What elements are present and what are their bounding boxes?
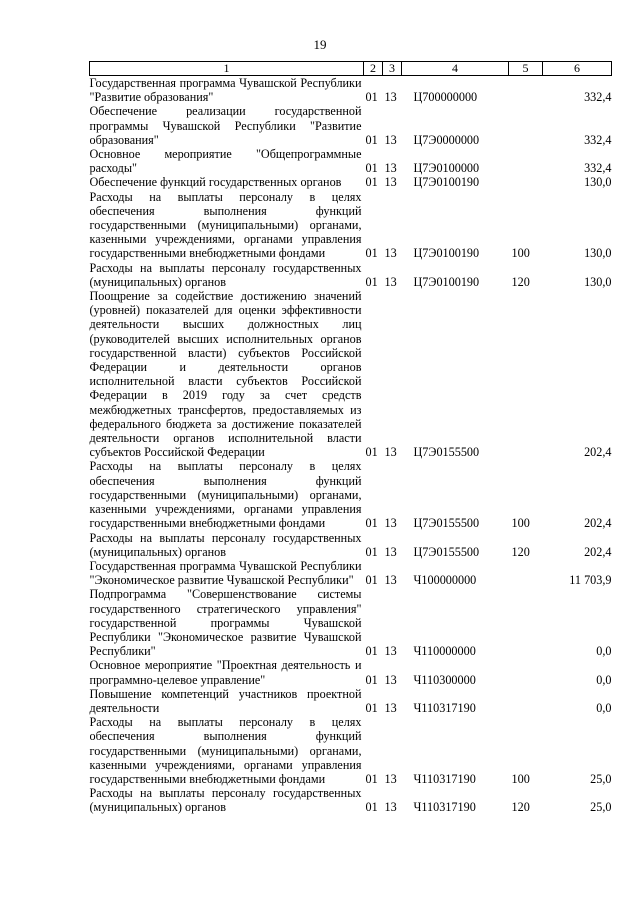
row-subsection-cell: 13: [384, 516, 397, 531]
row-subsection-cell: 13: [384, 175, 397, 190]
row-amount-cell: 11 703,9: [569, 573, 612, 588]
row-section-cell: 01: [365, 516, 378, 531]
row-name-cell: Расходы на выплаты персоналу государственных (муниципальных) органов: [89, 786, 362, 815]
row-section-cell: 01: [365, 161, 378, 176]
row-amount-cell: 0,0: [596, 700, 612, 715]
row-amount-cell: 332,4: [584, 90, 612, 105]
row-target-code-cell: Ц7Э0100000: [413, 161, 480, 176]
table-body: [90, 76, 612, 815]
row-subsection-cell: 13: [384, 771, 397, 786]
row-amount-cell: 0,0: [596, 672, 612, 687]
row-amount-cell: 25,0: [590, 800, 612, 815]
header-col-1: 1: [90, 62, 364, 76]
row-expense-type-cell: [509, 587, 543, 658]
table-row: [90, 658, 612, 686]
row-name-cell: Государственная программа Чувашской Республики "Экономическое развитие Чувашской Республики": [89, 558, 362, 588]
row-subsection-cell: 13: [384, 161, 397, 176]
header-col-2: 2: [364, 62, 383, 76]
row-amount-cell: 332,4: [584, 161, 612, 176]
row-amount-cell: 130,0: [584, 274, 612, 289]
row-name-cell: Расходы на выплаты персоналу государственных (муниципальных) органов: [89, 260, 362, 289]
row-subsection-cell: 13: [384, 246, 397, 261]
row-name-cell: Обеспечение функций государственных органов: [89, 175, 342, 190]
row-name-cell: Расходы на выплаты персоналу в целях обеспечения выполнения функций государственными (муниципальными) органами, казенными учреждениями, органами управления государственными внебюджетными фондами: [89, 459, 362, 531]
table-row: [90, 786, 612, 814]
header-col-4: 4: [402, 62, 509, 76]
row-subsection-cell: 13: [384, 644, 397, 659]
row-section-cell: 01: [365, 90, 378, 105]
row-expense-type-cell: 100: [511, 771, 530, 786]
row-subsection-cell: 13: [384, 132, 397, 147]
row-subsection-cell: 13: [384, 90, 397, 105]
row-expense-type-cell: [509, 147, 543, 175]
row-subsection-cell: 13: [384, 700, 397, 715]
row-name-cell: Обеспечение реализации государственной программы Чувашской Республики "Развитие образования": [89, 104, 362, 147]
row-name-cell: Подпрограмма "Совершенствование системы государственного стратегического управления" государственной программы Чувашской Республики "Экономическое развитие Чувашской Республики": [89, 587, 362, 659]
table-row: [90, 190, 612, 261]
row-expense-type-cell: [509, 658, 543, 686]
row-expense-type-cell: 120: [511, 274, 530, 289]
row-subsection-cell: 13: [384, 274, 397, 289]
row-section-cell: 01: [365, 771, 378, 786]
header-col-3: 3: [383, 62, 402, 76]
row-subsection-cell: 13: [384, 573, 397, 588]
row-amount-cell: 130,0: [584, 175, 612, 190]
row-name-cell: Повышение компетенций участников проектной деятельности: [89, 686, 362, 715]
row-expense-type-cell: [509, 104, 543, 147]
row-expense-type-cell: [509, 175, 543, 189]
table-row: [90, 459, 612, 530]
row-target-code-cell: Ч110317190: [413, 700, 476, 715]
row-target-code-cell: Ч100000000: [413, 573, 477, 588]
row-expense-type-cell: [509, 289, 543, 459]
row-name-cell: Расходы на выплаты персоналу в целях обеспечения выполнения функций государственными (муниципальными) органами, казенными учреждениями, органами управления государственными внебюджетными фондами: [89, 189, 362, 261]
page-number: 19: [313, 37, 327, 52]
row-amount-cell: 202,4: [584, 544, 612, 559]
row-expense-type-cell: 100: [511, 516, 530, 531]
row-target-code-cell: Ц7Э0100190: [413, 175, 480, 190]
table-row: [90, 76, 612, 105]
row-target-code-cell: Ц7Э0155500: [413, 445, 480, 460]
row-target-code-cell: Ц7Э0155500: [413, 544, 480, 559]
row-amount-cell: 202,4: [584, 445, 612, 460]
row-section-cell: 01: [365, 445, 378, 460]
table-row: [90, 104, 612, 147]
table-row: [90, 147, 612, 175]
row-target-code-cell: Ч110317190: [413, 771, 476, 786]
row-name-cell: Государственная программа Чувашской Республики "Развитие образования": [89, 76, 362, 105]
table-row: [90, 715, 612, 786]
row-amount-cell: 332,4: [584, 132, 612, 147]
row-expense-type-cell: 120: [511, 544, 530, 559]
row-section-cell: 01: [365, 700, 378, 715]
row-section-cell: 01: [365, 246, 378, 261]
row-section-cell: 01: [365, 274, 378, 289]
table-row: [90, 559, 612, 587]
table-row: [90, 261, 612, 289]
row-expense-type-cell: [509, 687, 543, 715]
row-expense-type-cell: [509, 559, 543, 587]
row-expense-type-cell: 120: [511, 800, 530, 815]
row-subsection-cell: 13: [384, 544, 397, 559]
table-row: [90, 531, 612, 559]
row-target-code-cell: Ч110300000: [413, 672, 476, 687]
row-section-cell: 01: [365, 800, 378, 815]
row-amount-cell: 130,0: [584, 246, 612, 261]
row-section-cell: 01: [365, 544, 378, 559]
table-row: [90, 289, 612, 459]
row-target-code-cell: Ц7Э0155500: [413, 516, 480, 531]
row-target-code-cell: Ч110317190: [413, 800, 476, 815]
row-name-cell: Расходы на выплаты персоналу в целях обеспечения выполнения функций государственными (муниципальными) органами, казенными учреждениями, органами управления государственными внебюджетными фондами: [89, 715, 362, 786]
table-row: [90, 175, 612, 189]
row-subsection-cell: 13: [384, 672, 397, 687]
row-subsection-cell: 13: [384, 445, 397, 460]
row-section-cell: 01: [365, 644, 378, 659]
table-row: [90, 687, 612, 715]
row-name-cell: Основное мероприятие "Проектная деятельность и программно-целевое управление": [89, 658, 362, 687]
header-col-6: 6: [543, 62, 612, 76]
row-target-code-cell: Ч110000000: [413, 644, 476, 659]
row-amount-cell: 202,4: [584, 516, 612, 531]
row-target-code-cell: Ц700000000: [413, 90, 478, 105]
budget-table: [89, 61, 612, 815]
row-name-cell: Основное мероприятие "Общепрограммные расходы": [89, 147, 362, 176]
table-header-row: [90, 62, 612, 76]
row-expense-type-cell: [509, 76, 543, 105]
row-target-code-cell: Ц7Э0100190: [413, 274, 480, 289]
row-amount-cell: 0,0: [596, 644, 612, 659]
row-section-cell: 01: [365, 573, 378, 588]
row-name-cell: Расходы на выплаты персоналу государственных (муниципальных) органов: [89, 530, 362, 559]
row-section-cell: 01: [365, 175, 378, 190]
row-expense-type-cell: 100: [511, 246, 530, 261]
table-row: [90, 587, 612, 658]
row-name-cell: Поощрение за содействие достижению значений (уровней) показателей для оценки эффективности деятельности высших должностных лиц (руководителей высших исполнительных органов государственной власти) субъектов Российской Федерации и деятельности органов исполнительной власти субъектов Российской Федерации в 2019 году за счет средств межбюджетных трансфертов, предоставляемых из федерального бюджета за достижение показателей деятельности органов исполнительной власти субъектов Российской Федерации: [89, 289, 362, 460]
header-col-5: 5: [509, 62, 543, 76]
row-amount-cell: 25,0: [590, 771, 612, 786]
row-section-cell: 01: [365, 132, 378, 147]
row-section-cell: 01: [365, 672, 378, 687]
row-subsection-cell: 13: [384, 800, 397, 815]
row-target-code-cell: Ц7Э0100190: [413, 246, 480, 261]
row-target-code-cell: Ц7Э0000000: [413, 132, 480, 147]
